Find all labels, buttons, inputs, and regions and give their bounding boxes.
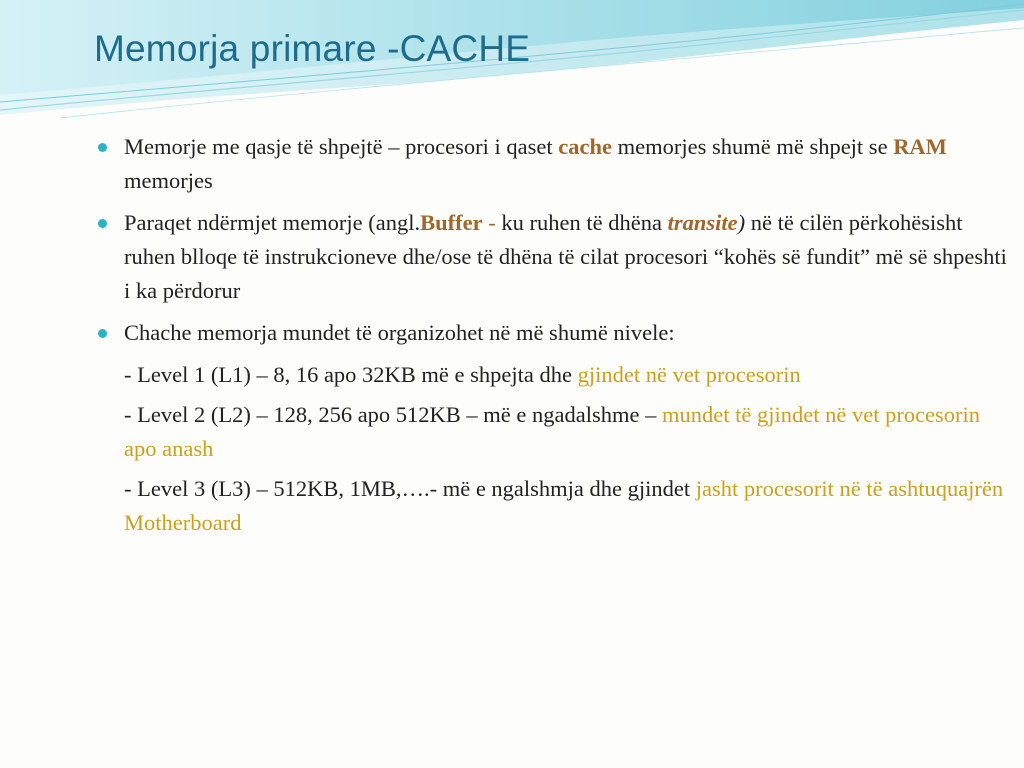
level-2-item	[96, 398, 1008, 466]
keyword-ram: RAM	[893, 134, 947, 159]
bullet-text: në të cilën përkohësisht ruhen blloqe të instrukcioneve dhe/ose të dhëna të cilat procesori “kohës së fundit” më së shpeshti i ka përdorur	[124, 210, 1007, 303]
keyword-transite: transite	[667, 210, 738, 235]
bullet-text: ku ruhen të dhëna	[501, 210, 668, 235]
level-highlight: mundet të gjindet në vet procesorin apo anash	[124, 402, 981, 461]
slide-body	[96, 130, 1008, 546]
bullet-text: memorjes	[124, 168, 213, 193]
keyword-cache: cache	[558, 134, 612, 159]
level-3-item	[96, 472, 1008, 540]
level-text: - Level 3 (L3) – 512KB, 1MB,….- më e ngalshmja dhe gjindet	[124, 476, 696, 501]
bullet-text: Memorje me qasje të shpejtë – procesori i qaset	[124, 134, 559, 159]
level-highlight: jasht procesorit në të ashtuquajrën Motherboard	[124, 476, 1004, 535]
level-text: - Level 2 (L2) – 128, 256 apo 512KB – më e ngadalshme –	[124, 402, 663, 427]
bullet-text: Chache memorja mundet të organizohet në më shumë nivele:	[124, 320, 675, 345]
bullet-cache-speed	[96, 130, 1008, 198]
closing-paren: )	[737, 210, 746, 235]
slide-title: Memorja primare -CACHE	[94, 28, 531, 69]
bullet-text: Paraqet ndërmjet memorje (angl.	[124, 210, 421, 235]
level-highlight: gjindet në vet procesorin	[577, 362, 801, 387]
bullet-buffer	[96, 206, 1008, 308]
level-1-item	[96, 358, 1008, 392]
keyword-buffer: Buffer	[420, 210, 483, 235]
level-text: - Level 1 (L1) – 8, 16 apo 32KB më e shpejta dhe	[124, 362, 578, 387]
dash-separator: -	[482, 210, 502, 235]
header-wave-decoration	[0, 0, 1024, 140]
bullet-levels-intro	[96, 316, 1008, 350]
bullet-text: memorjes shumë më shpejt se	[611, 134, 894, 159]
